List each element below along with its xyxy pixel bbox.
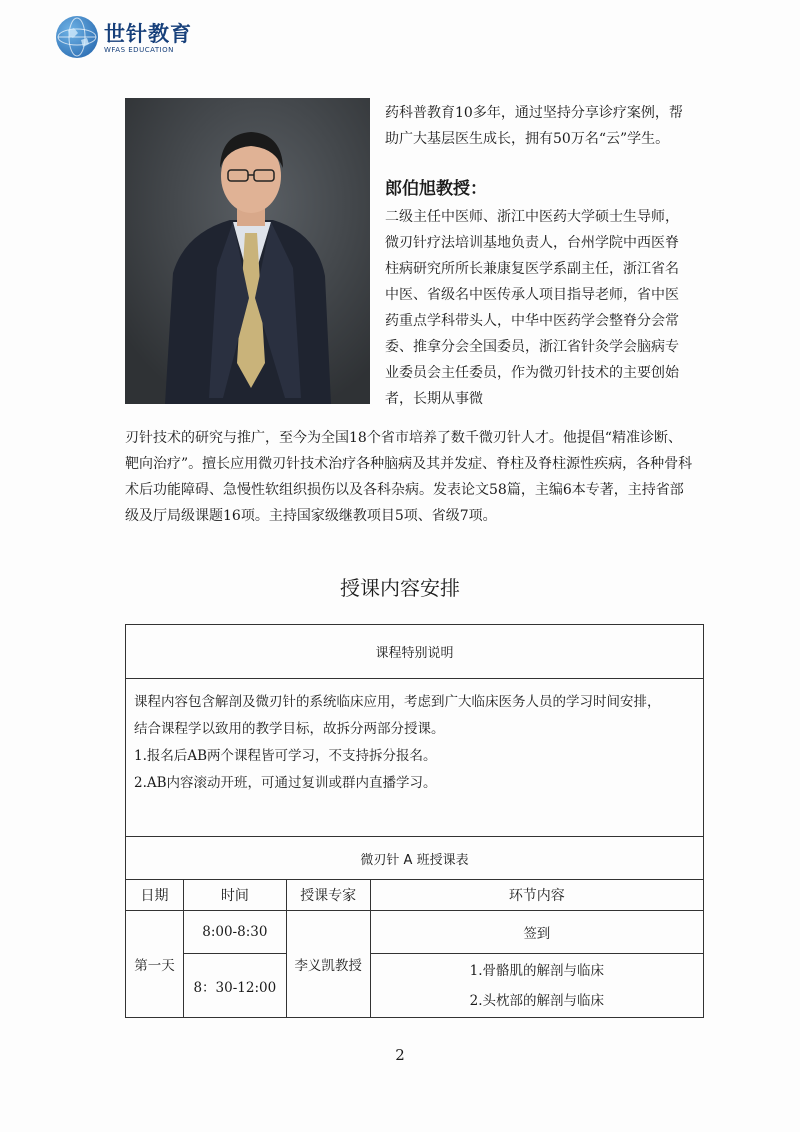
page-number: 2	[395, 1046, 405, 1064]
column-header: 日期	[126, 880, 184, 911]
intro-continued: 药科普教育10多年，通过坚持分享诊疗案例，帮助广大基层医生成长，拥有50万名“云”学生。	[385, 105, 683, 147]
logo-name: 世针教育	[104, 22, 192, 46]
notes-line: 结合课程学以致用的教学目标，故拆分两部分授课。	[134, 721, 445, 737]
table-header-row	[126, 880, 704, 911]
notes-body	[125, 678, 704, 836]
content-cell: 签到	[370, 911, 703, 954]
content-line: 2.头枕部的解剖与临床	[469, 992, 604, 1009]
expert-cell: 李义凯教授	[286, 911, 370, 1018]
professor-photo	[125, 98, 370, 404]
logo	[56, 14, 206, 62]
content-line: 1.骨骼肌的解剖与临床	[469, 962, 604, 979]
professor-name: 郎伯旭教授：	[385, 179, 487, 199]
day-cell: 第一天	[126, 911, 184, 1018]
column-header: 环节内容	[370, 880, 703, 911]
time-cell: 8:00-8:30	[183, 911, 286, 954]
logo-subtitle: WFAS EDUCATION	[104, 46, 174, 54]
schedule-title: 微刃针 A 班授课表	[125, 836, 704, 879]
content-cell	[370, 954, 703, 1018]
notes-line: 2.AB内容滚动开班，可通过复训或群内直播学习。	[134, 775, 437, 791]
notes-line: 1.报名后AB两个课程皆可学习，不支持拆分报名。	[134, 748, 437, 764]
globe-icon	[56, 16, 98, 58]
column-header: 授课专家	[286, 880, 370, 911]
table-row	[126, 954, 704, 1018]
bio-part1: 二级主任中医师、浙江中医药大学硕士生导师，微刃针疗法培训基地负责人，台州学院中西医脊柱病研究所所长兼康复医学系副主任，浙江省名中医、省级名中医传承人项目指导老师，省中医药重点学科带头人，中华中医药学会整脊分会常委、推拿分会全国委员，浙江省针灸学会脑病专业委员会主任委员，作为微刃针技术的主要创始者，长期从事微	[385, 209, 679, 407]
schedule-table	[125, 624, 704, 1018]
notes-header: 课程特别说明	[125, 624, 704, 678]
bio-part2: 刃针技术的研究与推广，至今为全国18个省市培养了数千微刃针人才。他提倡“精准诊断、靶向治疗”。擅长应用微刃针技术治疗各种脑病及其并发症、脊柱及脊柱源性疾病，各种骨科术后功能障碍、急慢性软组织损伤以及各科杂病。发表论文58篇，主编6本专著，主持省部级及厅局级课题16项。主持国家级继教项目5项、省级7项。	[125, 430, 693, 524]
column-header: 时间	[183, 880, 286, 911]
notes-line: 课程内容包含解剖及微刃针的系统临床应用，考虑到广大临床医务人员的学习时间安排，	[134, 694, 661, 710]
section-title: 授课内容安排	[340, 576, 460, 600]
schedule-grid	[125, 879, 704, 1018]
table-row	[126, 911, 704, 954]
time-cell: 8：30-12:00	[183, 954, 286, 1018]
